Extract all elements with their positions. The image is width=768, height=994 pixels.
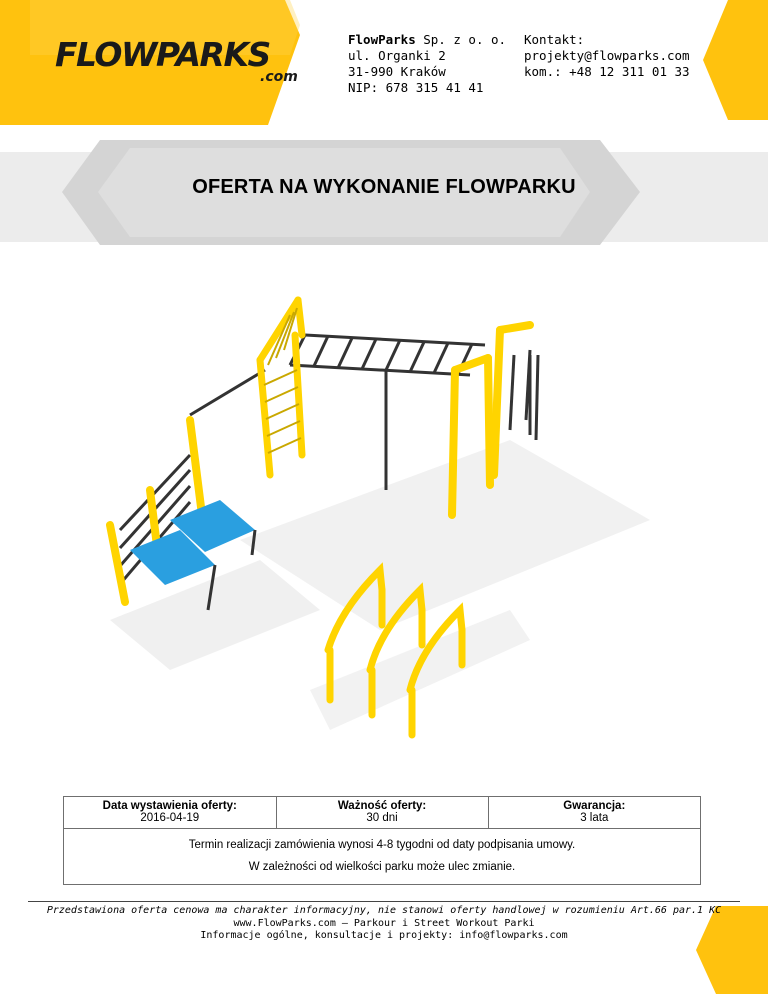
logo-domain: .com xyxy=(260,69,298,85)
company-nip: NIP: 678 315 41 41 xyxy=(348,80,484,95)
delivery-note-line2: W zależności od wielkości parku może ulec zmianie. xyxy=(248,861,516,873)
document-title: OFERTA NA WYKONANIE FLOWPARKU xyxy=(192,176,576,198)
footer-divider xyxy=(28,901,740,902)
company-details xyxy=(348,32,506,96)
contact-label: Kontakt: xyxy=(524,32,585,47)
delivery-note-line1: Termin realizacji zamówienia wynosi 4-8 tygodni od daty podpisania umowy. xyxy=(188,839,576,851)
logo-text: FLOWPARKS xyxy=(55,35,270,74)
address-street: ul. Organki 2 xyxy=(348,48,446,63)
contact-details xyxy=(524,32,690,80)
contact-phone: kom.: +48 12 311 01 33 xyxy=(524,64,690,79)
validity-label: Ważność oferty: xyxy=(337,800,427,812)
issue-date-cell xyxy=(64,797,277,829)
warranty-cell xyxy=(488,797,700,829)
footer-disclaimer: Przedstawiona oferta cenowa ma charakter informacyjny, nie stanowi oferty handlowej w rozumieniu Art.66 par.1 KC xyxy=(46,905,722,916)
warranty-value: 3 lata xyxy=(580,812,609,824)
company-name: FlowParks xyxy=(348,32,416,47)
contact-email: projekty@flowparks.com xyxy=(524,48,690,63)
validity-cell xyxy=(276,797,488,829)
footer-info: Informacje ogólne, konsultacje i projekty: info@flowparks.com xyxy=(200,930,568,941)
footer-website: www.FlowParks.com – Parkour i Street Workout Parki xyxy=(233,917,535,929)
workout-park-illustration xyxy=(90,290,690,750)
issue-date-label: Data wystawienia oferty: xyxy=(102,800,237,812)
issue-date-value: 2016-04-19 xyxy=(140,812,200,824)
footer xyxy=(0,905,768,943)
warranty-label: Gwarancja: xyxy=(563,800,626,812)
header-corner-right-shape xyxy=(688,0,768,120)
company-suffix: Sp. z o. o. xyxy=(415,32,507,47)
delivery-note-cell xyxy=(64,829,701,885)
address-city: 31-990 Kraków xyxy=(348,64,446,79)
offer-info-table xyxy=(63,796,701,885)
validity-value: 30 dni xyxy=(366,812,398,824)
flowparks-logo xyxy=(55,35,298,85)
